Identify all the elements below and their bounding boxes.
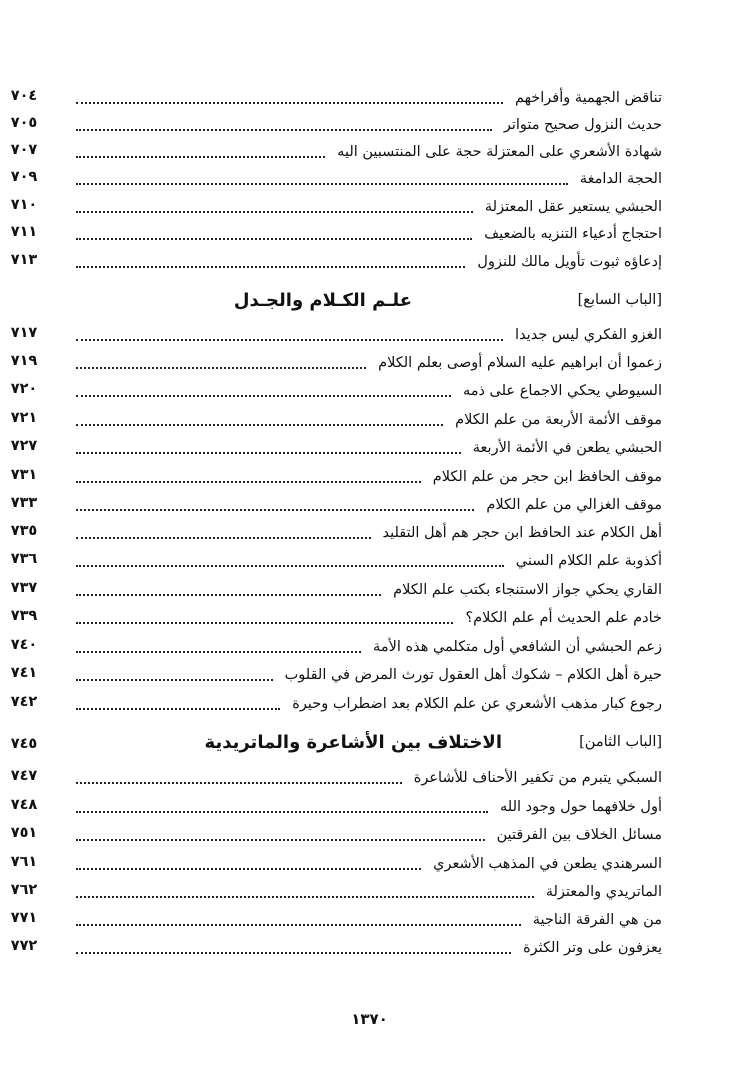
- leader-dots: [76, 238, 472, 240]
- chapter-heading-8[interactable]: [70, 732, 662, 760]
- leader-dots: [76, 395, 451, 397]
- toc-entry-title: زعم الحبشي أن الشافعي أول متكلمي هذه الأمة: [373, 639, 662, 655]
- chapter-heading-7[interactable]: [70, 290, 662, 318]
- page-number-footer: ١٣٧٠: [351, 1010, 388, 1028]
- leader-dots: [76, 537, 371, 539]
- leader-dots: [76, 266, 465, 268]
- leader-dots: [76, 651, 361, 653]
- toc-entry-page: ٧٢١: [10, 410, 38, 426]
- toc-entry-page: ٧١٣: [10, 252, 38, 268]
- toc-entry-page: ٧٤٠: [10, 637, 38, 653]
- toc-entry-title: خادم علم الحديث أم علم الكلام؟: [465, 610, 662, 626]
- toc-entry-page: ٧١١: [10, 224, 38, 240]
- leader-dots: [76, 811, 488, 813]
- toc-entry-title: موقف الأئمة الأربعة من علم الكلام: [455, 412, 662, 428]
- leader-dots: [76, 481, 421, 483]
- toc-entry-title: السيوطي يحكي الاجماع على ذمه: [462, 383, 662, 399]
- toc-entry-page: ٧٤٢: [10, 694, 38, 710]
- toc-entry-page: ٧٤٧: [10, 768, 38, 784]
- toc-entry[interactable]: [70, 549, 662, 573]
- leader-dots: [76, 156, 325, 158]
- toc-entry[interactable]: [70, 606, 662, 630]
- toc-entry-title: السبكي يتبرم من تكفير الأحناف للأشاعرة: [413, 770, 662, 786]
- toc-entry-page: ٧٠٥: [10, 115, 38, 131]
- toc-entry-title: رجوع كبار مذهب الأشعري عن علم الكلام بعد اضطراب وحيرة: [292, 696, 662, 712]
- toc-entry-page: ٧٠٧: [10, 142, 38, 158]
- toc-entry-page: ٧١٠: [10, 197, 38, 213]
- toc-entry-page: ٧٠٤: [10, 88, 38, 104]
- leader-dots: [76, 509, 474, 511]
- toc-entry[interactable]: [70, 766, 662, 790]
- toc-entry-title: القاري يحكي جواز الاستنجاء بكتب علم الكلام: [393, 582, 662, 598]
- leader-dots: [76, 708, 280, 710]
- toc-entry-title: الغزو الفكري ليس جديدا: [515, 327, 662, 343]
- toc-entry-page: ٧٥١: [10, 825, 38, 841]
- toc-entry-page: ٧٢٠: [10, 381, 38, 397]
- leader-dots: [76, 129, 492, 131]
- toc-entry[interactable]: [70, 663, 662, 687]
- toc-entry-page: ٧٤٨: [10, 797, 38, 813]
- toc-entry-title: أول خلافهما حول وجود الله: [500, 799, 662, 815]
- toc-entry-page: ٧٧٢: [10, 938, 38, 954]
- leader-dots: [76, 924, 521, 926]
- leader-dots: [76, 183, 568, 185]
- toc-entry-title: الماتريدي والمعتزلة: [545, 884, 662, 900]
- toc-entry-title: من هي الفرقة الناجية: [532, 912, 662, 928]
- leader-dots: [76, 211, 473, 213]
- toc-entry-page: ٧١٩: [10, 353, 38, 369]
- toc-entry[interactable]: [70, 908, 662, 932]
- toc-entry[interactable]: [70, 113, 662, 137]
- leader-dots: [76, 565, 504, 567]
- toc-entry-page: ٧٢٧: [10, 438, 38, 454]
- toc-entry-page: ٧٣١: [10, 467, 38, 483]
- toc-entry[interactable]: [70, 823, 662, 847]
- toc-entry-title: إدعاؤه ثبوت تأويل مالك للنزول: [477, 254, 662, 270]
- toc-entry-page: ٧٣٣: [10, 495, 38, 511]
- toc-entry-title: حديث النزول صحيح متواتر: [503, 117, 662, 133]
- leader-dots: [76, 452, 461, 454]
- leader-dots: [76, 679, 273, 681]
- toc-entry-title: زعموا أن ابراهيم عليه السلام أوصى بعلم الكلام: [378, 355, 662, 371]
- toc-entry-title: يعزفون على وتر الكثرة: [523, 940, 662, 956]
- toc-entry[interactable]: [70, 86, 662, 110]
- toc-entry[interactable]: [70, 578, 662, 602]
- toc-entry[interactable]: [70, 521, 662, 545]
- toc-entry[interactable]: [70, 436, 662, 460]
- toc-entry-page: ٧٠٩: [10, 169, 38, 185]
- toc-entry-page: ٧٣٧: [10, 580, 38, 596]
- leader-dots: [76, 339, 503, 341]
- toc-entry[interactable]: [70, 795, 662, 819]
- toc-entry-page: ٧٣٥: [10, 523, 38, 539]
- toc-entry[interactable]: [70, 379, 662, 403]
- toc-entry[interactable]: [70, 635, 662, 659]
- chapter-label: [الباب السابع]: [577, 292, 662, 308]
- toc-entry-page: ٧٦٢: [10, 882, 38, 898]
- toc-entry-title: حيرة أهل الكلام – شكوك أهل العقول تورث المرض في القلوب: [284, 667, 662, 683]
- toc-entry[interactable]: [70, 408, 662, 432]
- toc-entry-title: الحبشي يطعن في الأئمة الأربعة: [472, 440, 662, 456]
- toc-entry[interactable]: [70, 323, 662, 347]
- leader-dots: [76, 782, 402, 784]
- chapter-title: علـم الكـلام والجـدل: [233, 290, 412, 311]
- toc-entry-title: مسائل الخلاف بين الفرقتين: [496, 827, 662, 843]
- leader-dots: [76, 424, 443, 426]
- toc-entry-title: تناقض الجهمية وأفراخهم: [514, 90, 662, 106]
- toc-entry-title: احتجاج أدعياء التنزيه بالضعيف: [484, 226, 662, 242]
- toc-entry-title: الحبشي يستعير عقل المعتزلة: [484, 199, 662, 215]
- toc-entry[interactable]: [70, 195, 662, 219]
- toc-entry-page: ٧١٧: [10, 325, 38, 341]
- toc-entry[interactable]: [70, 936, 662, 960]
- toc-entry-title: الحجة الدامغة: [579, 171, 662, 187]
- toc-entry-title: موقف الغزالي من علم الكلام: [486, 497, 662, 513]
- toc-entry-page: ٧٦١: [10, 854, 38, 870]
- toc-entry[interactable]: [70, 250, 662, 274]
- toc-entry[interactable]: [70, 852, 662, 876]
- toc-entry-page: ٧٧١: [10, 910, 38, 926]
- leader-dots: [76, 367, 366, 369]
- toc-entry-page: ٧٤١: [10, 665, 38, 681]
- toc-entry[interactable]: [70, 222, 662, 246]
- toc-entry-title: أكذوبة علم الكلام السني: [515, 553, 662, 569]
- toc-entry[interactable]: [70, 351, 662, 375]
- toc-entry-title: أهل الكلام عند الحافظ ابن حجر هم أهل التقليد: [382, 525, 662, 541]
- toc-entry[interactable]: [70, 493, 662, 517]
- toc-entry-title: موقف الحافظ ابن حجر من علم الكلام: [432, 469, 662, 485]
- toc-entry-page: ٧٣٦: [10, 551, 38, 567]
- toc-entry[interactable]: [70, 140, 662, 164]
- chapter-title: الاختلاف بين الأشاعرة والماتريدية: [204, 732, 502, 753]
- chapter-page: ٧٤٥: [10, 736, 38, 752]
- leader-dots: [76, 896, 534, 898]
- leader-dots: [76, 839, 485, 841]
- toc-entry[interactable]: [70, 167, 662, 191]
- leader-dots: [76, 952, 511, 954]
- chapter-label: [الباب الثامن]: [579, 734, 662, 750]
- leader-dots: [76, 102, 503, 104]
- leader-dots: [76, 622, 453, 624]
- toc-entry[interactable]: [70, 692, 662, 716]
- toc-entry-page: ٧٣٩: [10, 608, 38, 624]
- leader-dots: [76, 594, 381, 596]
- toc-entry[interactable]: [70, 465, 662, 489]
- toc-entry[interactable]: [70, 880, 662, 904]
- leader-dots: [76, 868, 421, 870]
- toc-entry-title: شهادة الأشعري على المعتزلة حجة على المنتسبين اليه: [337, 144, 662, 160]
- toc-entry-title: السرهندي يطعن في المذهب الأشعري: [433, 856, 662, 872]
